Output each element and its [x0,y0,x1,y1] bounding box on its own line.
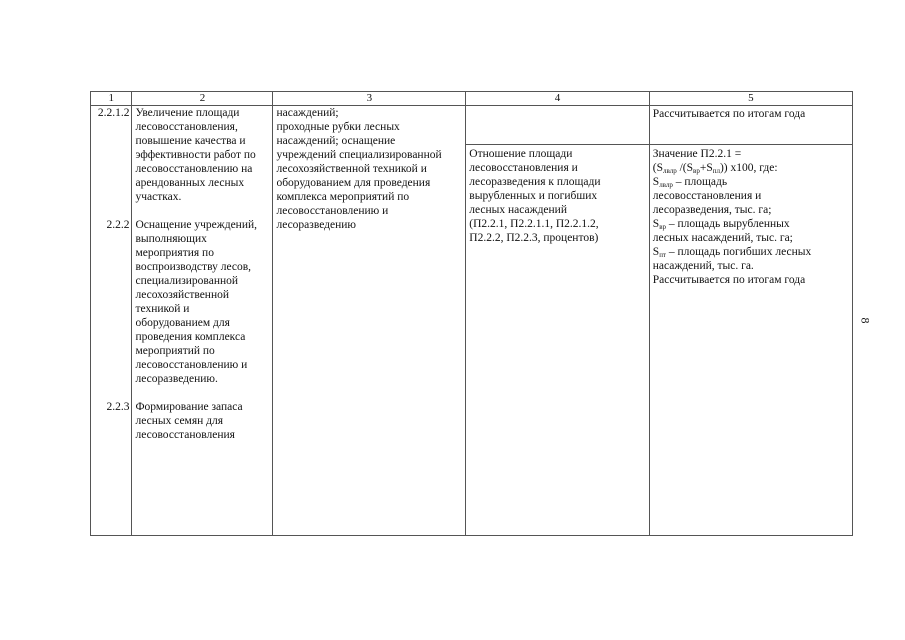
indicator-table [90,91,853,536]
column-number-3: 3 [273,92,466,106]
formula-text: Значение П2.2.1 = ($S_{лвлр}$ $/(S_{вр}+S_{пл})$) x100, где: $S_{лвлр}$ – площадь лесовосстановления и лесоразведения, тыс. га; $S_{вр}$ – площадь вырубленных лесных насаждений, тыс. га; $S_{пт}$ – площадь погибших лесных насаждений, тыс. га. Рассчитывается по итогам года [650,145,852,289]
item-number: 2.2.2 [106,219,130,231]
column-number-1: 1 [91,92,132,106]
indicator-text: Отношение площади лесовосстановления и лесоразведения к площади вырубленных и погибших лесных насаждений (П2.2.1, П2.2.1.1, П2.2.1.2, П2.2.2, П2.2.3, процентов) [469,148,601,244]
table-row [91,106,853,536]
task-text: Формирование запаса лесных семян для лесовосстановления [135,401,243,441]
measures-cell: насаждений; проходные рубки лесных насаждений; оснащение учреждений специализированной лесохозяйственной техникой и оборудованием для проведения комплекса мероприятий по лесовосстановлению и лесоразведению [273,106,466,536]
calculation-top-subcell: Рассчитывается по итогам года [650,106,852,145]
column-number-4: 4 [466,92,650,106]
task-text: Оснащение учреждений, выполняющих мероприятия по воспроизводству лесов, специализированной лесохозяйственной техникой и оборудованием для проведения комплекса мероприятий по лесовосстановлению и лесоразведению. [135,219,258,385]
task-cell [132,106,273,536]
column-number-row [91,92,853,106]
item-number-cell [91,106,132,536]
item-number: 2.2.3 [106,401,130,413]
item-number: 2.2.1.2 [97,107,130,119]
formula-line: ($S_{лвлр}$ $/(S_{вр}+S_{пл})$) x100, где: [652,162,778,175]
indicator-cell [466,106,650,536]
task-text: Увеличение площади лесовосстановления, повышение качества и эффективности работ по лесовосстановлению на арендованных лесных участках. [135,107,256,203]
page-number: 8 [858,317,873,324]
column-number-2: 2 [132,92,273,106]
indicator-top-subcell [466,106,649,145]
calculation-cell [649,106,852,536]
column-number-5: 5 [649,92,852,106]
